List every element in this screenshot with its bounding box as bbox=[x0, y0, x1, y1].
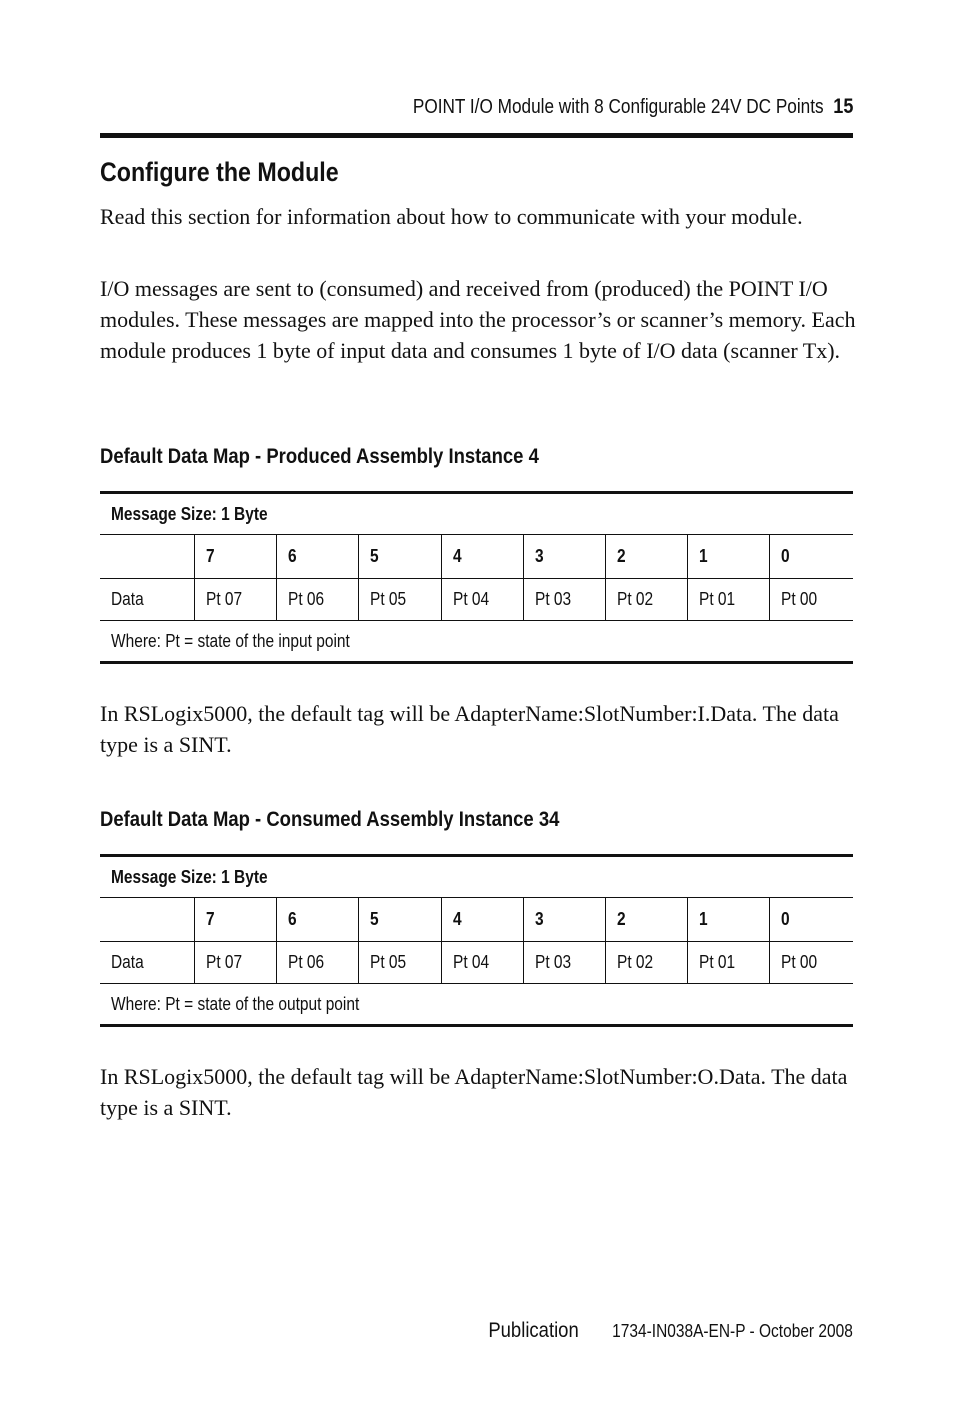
table-row bbox=[100, 579, 853, 621]
data-cell: Data bbox=[100, 579, 194, 621]
body-paragraph: I/O messages are sent to (consumed) and received from (produced) the POINT I/O modules. These messages are mapped into the processor’s or scanner’s memory. Each module produces 1 byte of input data and consumes 1 byte of I/O data (scanner Tx). bbox=[100, 276, 856, 363]
table-note: Where: Pt = state of the input point bbox=[100, 621, 853, 663]
table-row bbox=[100, 898, 853, 942]
bit-header-cell: 6 bbox=[276, 898, 358, 942]
produced-table-heading: Default Data Map - Produced Assembly Instance 4 bbox=[100, 445, 539, 468]
bit-header-cell bbox=[100, 898, 194, 942]
bit-header-cell: 7 bbox=[194, 898, 276, 942]
page-footer bbox=[476, 1319, 853, 1343]
consumed-data-map-table bbox=[100, 854, 853, 1027]
bit-header-cell: 0 bbox=[769, 898, 853, 942]
data-cell: Pt 03 bbox=[523, 579, 605, 621]
bit-header-cell: 1 bbox=[687, 898, 769, 942]
consumed-table-heading: Default Data Map - Consumed Assembly Instance 34 bbox=[100, 808, 560, 831]
page-number: 15 bbox=[832, 95, 853, 118]
table-row bbox=[100, 942, 853, 984]
table-note: Where: Pt = state of the output point bbox=[100, 984, 853, 1026]
message-size-cell: Message Size: 1 Byte bbox=[100, 493, 853, 535]
bit-header-cell bbox=[100, 535, 194, 579]
data-cell: Data bbox=[100, 942, 194, 984]
data-cell: Pt 01 bbox=[687, 579, 769, 621]
data-cell: Pt 06 bbox=[276, 579, 358, 621]
bit-header-cell: 2 bbox=[605, 898, 687, 942]
data-cell: Pt 02 bbox=[605, 579, 687, 621]
bit-header-cell: 3 bbox=[523, 535, 605, 579]
table-row bbox=[100, 535, 853, 579]
publication-number: 1734-IN038A-EN-P - October 2008 bbox=[612, 1321, 853, 1341]
data-cell: Pt 01 bbox=[687, 942, 769, 984]
produced-data-map-table bbox=[100, 491, 853, 664]
bit-header-cell: 4 bbox=[441, 535, 523, 579]
message-size-cell: Message Size: 1 Byte bbox=[100, 856, 853, 898]
data-cell: Pt 07 bbox=[194, 579, 276, 621]
bit-header-cell: 7 bbox=[194, 535, 276, 579]
running-header bbox=[346, 95, 853, 123]
section-title: Configure the Module bbox=[100, 157, 339, 187]
data-cell: Pt 05 bbox=[358, 579, 441, 621]
bit-header-cell: 1 bbox=[687, 535, 769, 579]
bit-header-cell: 5 bbox=[358, 535, 441, 579]
data-cell: Pt 02 bbox=[605, 942, 687, 984]
data-cell: Pt 04 bbox=[441, 579, 523, 621]
data-cell: Pt 04 bbox=[441, 942, 523, 984]
data-cell: Pt 00 bbox=[769, 579, 853, 621]
bit-header-cell: 6 bbox=[276, 535, 358, 579]
data-cell: Pt 06 bbox=[276, 942, 358, 984]
bit-header-cell: 3 bbox=[523, 898, 605, 942]
running-header-title: POINT I/O Module with 8 Configurable 24V DC Points bbox=[412, 96, 824, 118]
data-cell: Pt 03 bbox=[523, 942, 605, 984]
table-row bbox=[100, 621, 853, 663]
bit-header-cell: 0 bbox=[769, 535, 853, 579]
data-cell: Pt 00 bbox=[769, 942, 853, 984]
data-cell: Pt 05 bbox=[358, 942, 441, 984]
bit-header-cell: 2 bbox=[605, 535, 687, 579]
header-rule bbox=[100, 133, 853, 138]
bit-header-cell: 5 bbox=[358, 898, 441, 942]
produced-tag-paragraph: In RSLogix5000, the default tag will be AdapterName:SlotNumber:I.Data. The data type is a SINT. bbox=[100, 701, 839, 757]
table-row bbox=[100, 984, 853, 1026]
intro-paragraph: Read this section for information about how to communicate with your module. bbox=[100, 204, 803, 229]
table-row bbox=[100, 856, 853, 898]
table-row bbox=[100, 493, 853, 535]
bit-header-cell: 4 bbox=[441, 898, 523, 942]
consumed-tag-paragraph: In RSLogix5000, the default tag will be AdapterName:SlotNumber:O.Data. The data type is a SINT. bbox=[100, 1064, 848, 1120]
footer-label: Publication bbox=[488, 1319, 580, 1342]
data-cell: Pt 07 bbox=[194, 942, 276, 984]
